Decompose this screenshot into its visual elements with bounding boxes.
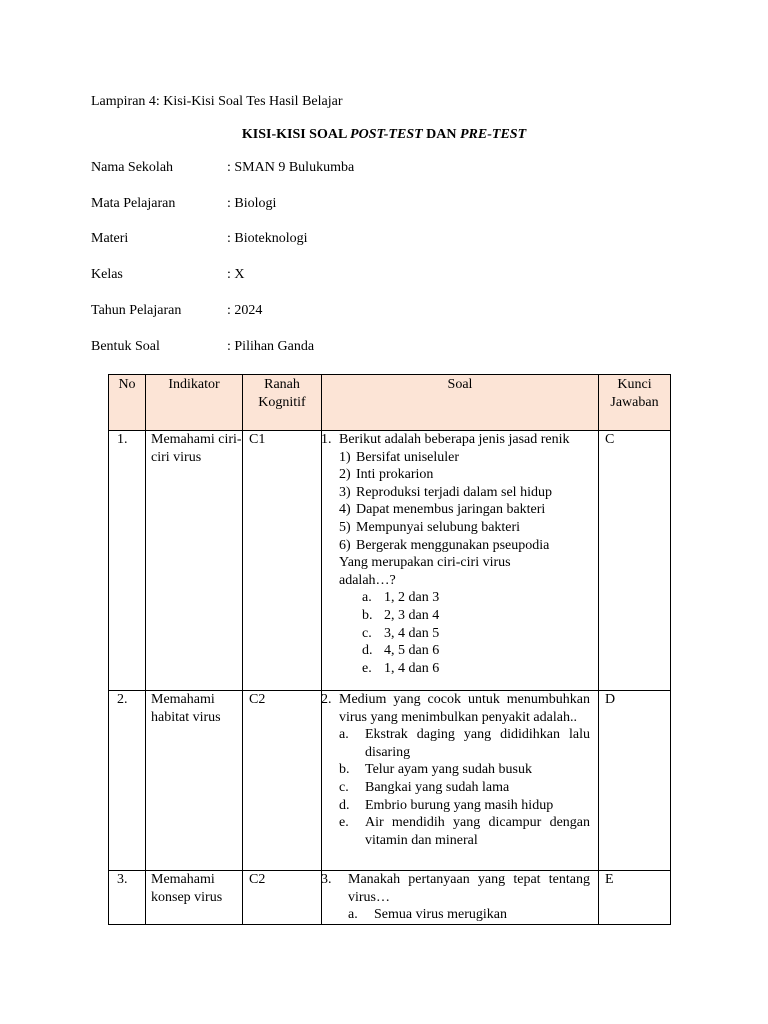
option-marker: d. (339, 797, 350, 813)
answer-option (339, 779, 590, 797)
header-ranah-line1: Ranah (264, 377, 300, 392)
list-item (339, 449, 590, 467)
list-item (339, 501, 590, 519)
answer-option (339, 726, 590, 761)
answer-option (339, 589, 590, 607)
answer-option (339, 607, 590, 625)
meta-value: : 2024 (227, 303, 263, 318)
option-text: 3, 4 dan 5 (384, 625, 440, 641)
option-text: 1, 2 dan 3 (384, 590, 440, 606)
meta-nama-sekolah (91, 160, 354, 176)
title-part: DAN (422, 127, 460, 142)
cell-soal (322, 431, 599, 691)
meta-value: : SMAN 9 Bulukumba (227, 160, 355, 175)
header-kunci-line1: Kunci (617, 377, 652, 392)
list-item (339, 466, 590, 484)
answer-options (339, 589, 590, 677)
kisi-kisi-table (108, 374, 671, 925)
cell-ranah: C2 (243, 871, 322, 925)
header-ranah-kognitif (243, 375, 322, 431)
item-marker: 2) (339, 467, 351, 483)
answer-option (339, 906, 590, 924)
item-text: Inti prokarion (356, 467, 434, 483)
meta-key: Kelas (91, 267, 123, 282)
item-marker: 5) (339, 519, 351, 535)
header-kunci-jawaban (599, 375, 671, 431)
question-text: Manakah pertanyaan yang tepat tentang virus… (348, 872, 590, 905)
appendix-label: Lampiran 4: Kisi-Kisi Soal Tes Hasil Belajar (91, 94, 343, 109)
meta-materi (91, 231, 308, 247)
option-marker: c. (339, 779, 349, 795)
answer-options (339, 726, 590, 849)
option-marker: a. (339, 727, 349, 743)
cell-ranah: C2 (243, 691, 322, 871)
item-marker: 6) (339, 537, 351, 553)
option-text: Embrio burung yang masih hidup (365, 797, 554, 813)
header-kunci-line2: Jawaban (610, 394, 659, 410)
cell-soal (322, 871, 599, 925)
item-marker: 3) (339, 484, 351, 500)
cell-kunci: C (599, 431, 671, 691)
meta-tahun-pelajaran (91, 303, 262, 319)
option-text: Bangkai yang sudah lama (365, 779, 510, 795)
answer-options (339, 906, 590, 924)
option-text: Ekstrak daging yang dididihkan lalu disaring (365, 727, 590, 760)
item-text: Mempunyai selubung bakteri (356, 519, 521, 535)
header-no: No (109, 375, 146, 431)
option-text: Semua virus merugikan (374, 907, 507, 923)
answer-option (339, 814, 590, 849)
list-item (339, 484, 590, 502)
option-marker: b. (339, 762, 350, 778)
table-row (109, 691, 671, 871)
question-number: 1. (321, 432, 332, 447)
answer-option (339, 761, 590, 779)
meta-bentuk-soal (91, 339, 314, 355)
item-text: Bergerak menggunakan pseupodia (356, 537, 550, 553)
item-marker: 1) (339, 449, 351, 465)
option-marker: d. (362, 643, 373, 659)
option-marker: b. (362, 607, 373, 623)
meta-value: : Bioteknologi (227, 231, 308, 246)
question-2 (322, 691, 598, 849)
meta-mata-pelajaran (91, 196, 276, 212)
option-marker: c. (362, 625, 372, 641)
title-posttest: POST-TEST (350, 127, 423, 142)
option-text: 4, 5 dan 6 (384, 643, 440, 659)
answer-option (339, 797, 590, 815)
cell-indikator: Memahami habitat virus (146, 691, 243, 871)
cell-no: 1. (109, 431, 146, 691)
meta-key: Bentuk Soal (91, 339, 160, 354)
meta-key: Nama Sekolah (91, 160, 174, 175)
meta-value: : Biologi (227, 196, 277, 211)
question-1 (322, 431, 598, 677)
item-marker: 4) (339, 502, 351, 518)
question-text: Berikut adalah beberapa jenis jasad renik (339, 432, 570, 447)
meta-key: Mata Pelajaran (91, 196, 176, 211)
header-soal: Soal (322, 375, 599, 431)
header-ranah-line2: Kognitif (258, 394, 306, 410)
cell-soal (322, 691, 599, 871)
answer-option (339, 642, 590, 660)
cell-indikator: Memahami ciri-ciri virus (146, 431, 243, 691)
statement-list (339, 449, 590, 555)
cell-kunci: E (599, 871, 671, 925)
option-marker: a. (362, 590, 372, 606)
cell-ranah: C1 (243, 431, 322, 691)
title-pretest: PRE-TEST (460, 127, 527, 142)
header-indikator: Indikator (146, 375, 243, 431)
question-text: Medium yang cocok untuk menumbuhkan virus yang menimbulkan penyakit adalah.. (339, 692, 590, 725)
meta-value: : X (227, 267, 245, 282)
option-text: 2, 3 dan 4 (384, 607, 440, 623)
question-number: 3. (321, 872, 332, 887)
meta-value: : Pilihan Ganda (227, 339, 315, 354)
meta-key: Materi (91, 231, 129, 246)
question-tail: Yang merupakan ciri-ciri virus adalah…? (339, 555, 511, 588)
list-item (339, 537, 590, 555)
cell-kunci: D (599, 691, 671, 871)
document-title (0, 127, 768, 143)
question-3 (322, 871, 598, 924)
question-number: 2. (321, 692, 332, 707)
table-row (109, 431, 671, 691)
option-marker: e. (362, 660, 372, 676)
title-part: KISI-KISI SOAL (241, 127, 351, 142)
option-text: Telur ayam yang sudah busuk (365, 762, 532, 778)
answer-option (339, 625, 590, 643)
cell-indikator: Memahami konsep virus (146, 871, 243, 925)
table-header-row (109, 375, 671, 431)
meta-key: Tahun Pelajaran (91, 303, 182, 318)
option-marker: e. (339, 815, 349, 831)
item-text: Bersifat uniseluler (356, 449, 460, 465)
answer-option (339, 660, 590, 678)
option-text: 1, 4 dan 6 (384, 660, 440, 676)
item-text: Reproduksi terjadi dalam sel hidup (356, 484, 552, 500)
meta-kelas (91, 267, 245, 283)
list-item (339, 519, 590, 537)
option-text: Air mendidih yang dicampur dengan vitamin dan mineral (365, 815, 590, 848)
cell-no: 3. (109, 871, 146, 925)
option-marker: a. (348, 907, 358, 923)
item-text: Dapat menembus jaringan bakteri (356, 502, 546, 518)
table-row (109, 871, 671, 925)
cell-no: 2. (109, 691, 146, 871)
